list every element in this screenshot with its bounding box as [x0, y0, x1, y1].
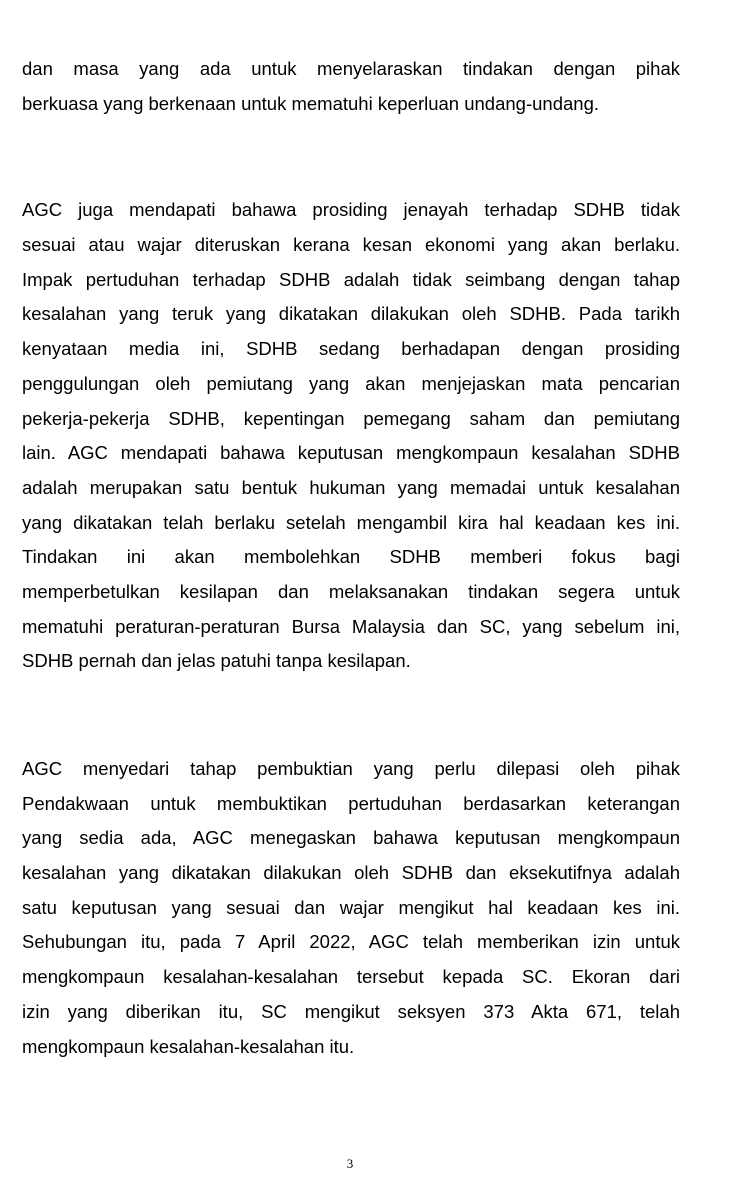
paragraph-line: memperbetulkan kesilapan dan melaksanakan tindakan segera untuk [22, 580, 680, 602]
paragraph-line: kenyataan media ini, SDHB sedang berhadapan dengan prosiding [22, 338, 680, 360]
paragraph-3 [22, 752, 680, 1064]
paragraph-spacer [22, 679, 680, 752]
paragraph-line: mengkompaun kesalahan-kesalahan tersebut kepada SC. Ekoran dari [22, 966, 680, 988]
paragraph-line: Sehubungan itu, pada 7 April 2022, AGC telah memberikan izin untuk [22, 931, 680, 953]
paragraph-line: yang dikatakan telah berlaku setelah mengambil kira hal keadaan kes ini. [22, 511, 680, 533]
paragraph-line: Tindakan ini akan membolehkan SDHB memberi fokus bagi [22, 546, 680, 568]
paragraph-line: kesalahan yang dikatakan dilakukan oleh SDHB dan eksekutifnya adalah [22, 862, 680, 884]
paragraph-line: SDHB pernah dan jelas patuhi tanpa kesilapan. [22, 650, 411, 672]
paragraph-line: yang sedia ada, AGC menegaskan bahawa keputusan mengkompaun [22, 827, 680, 849]
paragraph-line: AGC juga mendapati bahawa prosiding jenayah terhadap SDHB tidak [22, 199, 680, 221]
paragraph-line: izin yang diberikan itu, SC mengikut seksyen 373 Akta 671, telah [22, 1000, 680, 1022]
paragraph-line: mengkompaun kesalahan-kesalahan itu. [22, 1035, 355, 1057]
paragraph-line: mematuhi peraturan-peraturan Bursa Malaysia dan SC, yang sebelum ini, [22, 615, 680, 637]
paragraph-line: sesuai atau wajar diteruskan kerana kesan ekonomi yang akan berlaku. [22, 234, 680, 256]
paragraph-line: adalah merupakan satu bentuk hukuman yang memadai untuk kesalahan [22, 476, 680, 498]
paragraph-spacer [22, 121, 680, 193]
paragraph-line: pekerja-pekerja SDHB, kepentingan pemegang saham dan pemiutang [22, 407, 680, 429]
document-body [22, 52, 680, 1064]
paragraph-1 [22, 52, 680, 121]
paragraph-line: satu keputusan yang sesuai dan wajar mengikut hal keadaan kes ini. [22, 896, 680, 918]
paragraph-line: Impak pertuduhan terhadap SDHB adalah tidak seimbang dengan tahap [22, 268, 680, 290]
page-number: 3 [346, 1156, 354, 1171]
paragraph-line: berkuasa yang berkenaan untuk mematuhi keperluan undang-undang. [22, 92, 599, 114]
paragraph-line: lain. AGC mendapati bahawa keputusan mengkompaun kesalahan SDHB [22, 442, 680, 464]
paragraph-line: AGC menyedari tahap pembuktian yang perlu dilepasi oleh pihak [22, 758, 680, 779]
paragraph-line: penggulungan oleh pemiutang yang akan menjejaskan mata pencarian [22, 372, 680, 394]
paragraph-line: Pendakwaan untuk membuktikan pertuduhan berdasarkan keterangan [22, 792, 680, 814]
paragraph-2 [22, 193, 680, 679]
paragraph-line: dan masa yang ada untuk menyelaraskan tindakan dengan pihak [22, 58, 680, 79]
paragraph-line: kesalahan yang teruk yang dikatakan dilakukan oleh SDHB. Pada tarikh [22, 303, 680, 325]
